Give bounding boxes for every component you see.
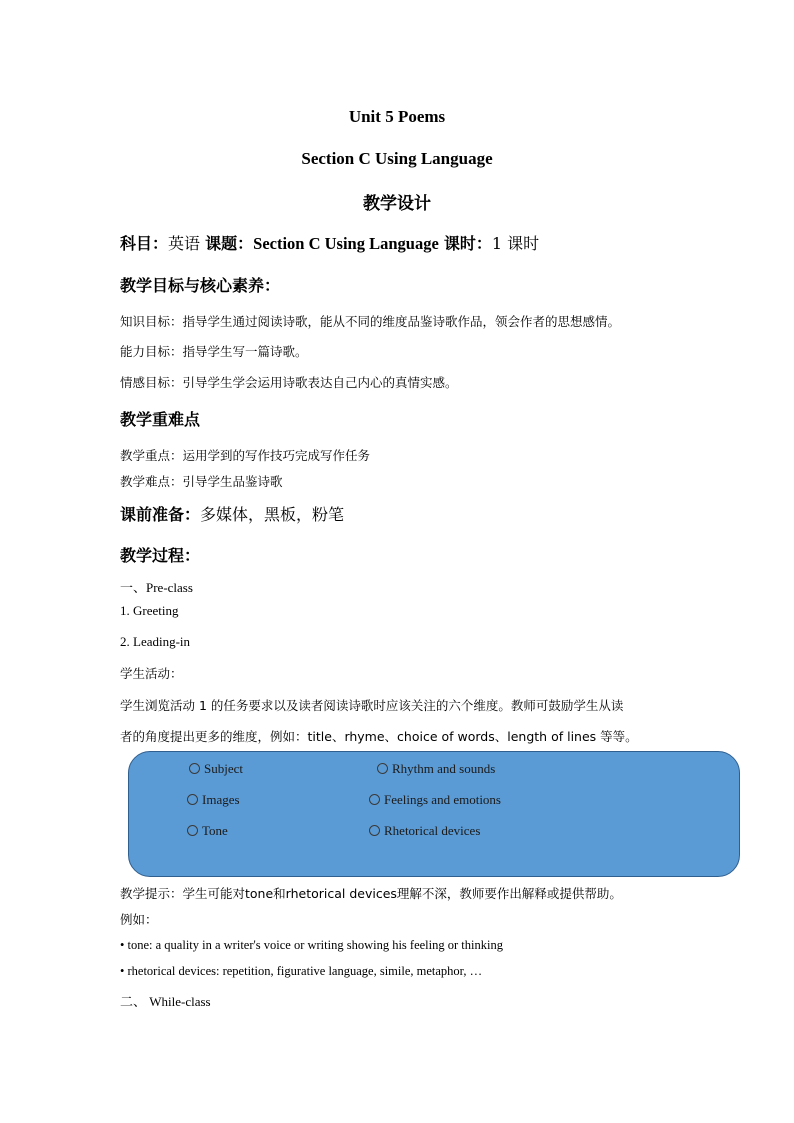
step-leading-in: 2. Leading-in <box>120 634 191 649</box>
preparation-label: 课前准备： <box>120 505 201 524</box>
activity-description-line-1: 学生浏览活动 1 的任务要求以及读者阅读诗歌时应该关注的六个维度。教师可鼓励学生从读 <box>120 698 624 713</box>
dimension-tone: Tone <box>187 823 228 839</box>
unit-title: Unit 5 Poems <box>348 107 446 126</box>
activity-description-line-2: 者的角度提出更多的维度，例如：title、rhyme、choice of words、length of lines 等等。 <box>120 729 638 744</box>
circle-icon <box>187 794 198 805</box>
example-label: 例如： <box>120 912 158 927</box>
dimension-images: Images <box>187 792 240 808</box>
circle-icon <box>187 825 198 836</box>
document-type-title: 教学设计 <box>363 194 431 214</box>
dimension-rhythm: Rhythm and sounds <box>377 761 495 777</box>
six-dimensions-box <box>128 751 740 877</box>
dimension-feelings: Feelings and emotions <box>369 792 501 808</box>
part-while-class: 二、 While-class <box>120 994 211 1009</box>
subject-label: 科目： <box>120 234 169 253</box>
knowledge-objective: 知识目标：指导学生通过阅读诗歌，能从不同的维度品鉴诗歌作品，领会作者的思想感情。 <box>120 314 621 329</box>
emotion-objective: 情感目标：引导学生学会运用诗歌表达自己内心的真情实感。 <box>120 375 458 390</box>
topic-value: Section C Using Language <box>253 234 439 253</box>
preparation-line <box>120 502 344 525</box>
hours-value: 1 课时 <box>491 234 540 253</box>
section-title: Section C Using Language <box>301 149 493 168</box>
circle-icon <box>189 763 200 774</box>
hours-label: 课时： <box>443 234 492 253</box>
objectives-heading: 教学目标与核心素养： <box>120 276 281 295</box>
lesson-meta-line <box>120 231 539 254</box>
circle-icon <box>369 794 380 805</box>
subject-value: 英语 <box>168 234 201 253</box>
circle-icon <box>377 763 388 774</box>
activity-label: 学生活动： <box>120 666 183 681</box>
key-points-heading: 教学重难点 <box>120 410 201 429</box>
teaching-difficulty: 教学难点：引导学生品鉴诗歌 <box>120 474 283 489</box>
circle-icon <box>369 825 380 836</box>
part-pre-class: 一、Pre-class <box>120 580 193 595</box>
ability-objective: 能力目标：指导学生写一篇诗歌。 <box>120 344 308 359</box>
topic-label: 课题： <box>205 234 254 253</box>
process-heading: 教学过程： <box>120 546 201 565</box>
step-greeting: 1. Greeting <box>120 603 179 618</box>
teaching-tip: 教学提示：学生可能对tone和rhetorical devices理解不深，教师要作出解释或提供帮助。 <box>120 886 622 901</box>
bullet-rhetorical-definition: • rhetorical devices: repetition, figurative language, simile, metaphor, … <box>120 964 483 978</box>
bullet-tone-definition: • tone: a quality in a writer's voice or writing showing his feeling or thinking <box>120 938 503 952</box>
dimension-rhetorical: Rhetorical devices <box>369 823 480 839</box>
dimension-subject: Subject <box>189 761 243 777</box>
teaching-focus: 教学重点：运用学到的写作技巧完成写作任务 <box>120 448 371 463</box>
preparation-value: 多媒体，黑板，粉笔 <box>200 505 345 524</box>
